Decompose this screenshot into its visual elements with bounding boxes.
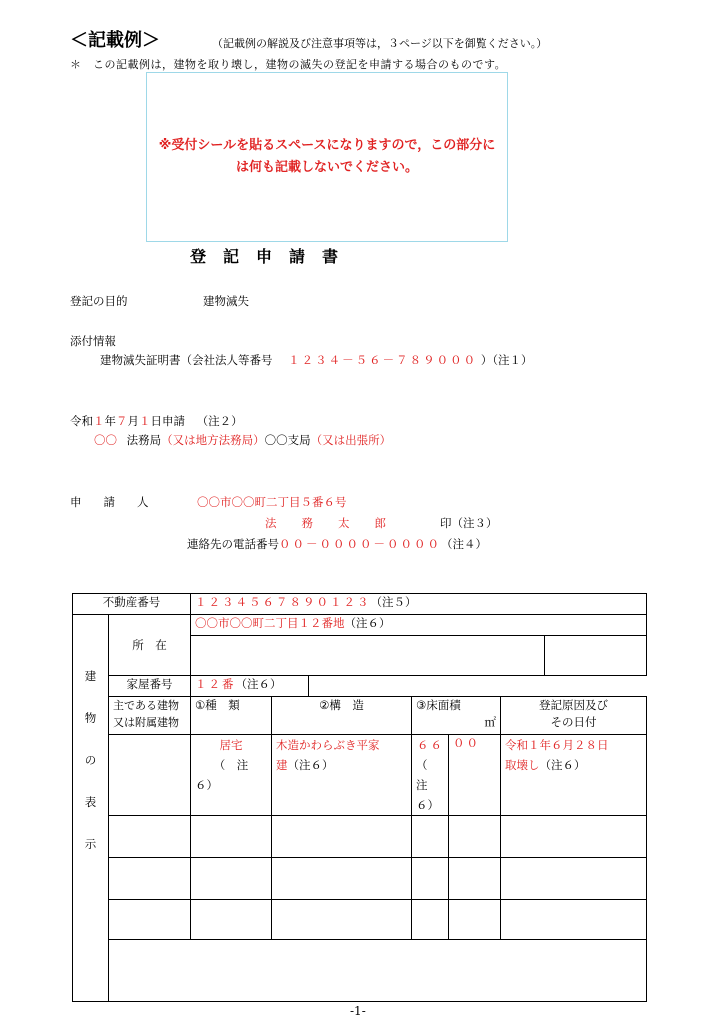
house-no-blank (309, 676, 647, 697)
real-estate-no-cell (191, 594, 647, 615)
application-date (70, 413, 243, 429)
attachment-close: ）（注１） (480, 353, 533, 367)
house-no-label: 家屋番号 (109, 676, 191, 697)
empty-cell (272, 900, 412, 940)
type-header: ①種 類 (191, 697, 272, 735)
cause-cell (501, 735, 647, 816)
empty-cell (191, 900, 272, 940)
section-char-4: 表 (84, 795, 97, 809)
main-building-cell (109, 735, 191, 816)
date-month-unit: 月 (127, 414, 139, 428)
date-era: 令和 (70, 414, 93, 428)
type-cell (191, 735, 272, 816)
empty-cell (412, 858, 449, 900)
structure-value: 木造かわらぶき平家 (276, 738, 380, 752)
cause-value-b: 取壊し (505, 758, 540, 772)
empty-cell (412, 816, 449, 858)
example-title: ＜記載例＞ (70, 30, 160, 51)
bureau-name-c: 〇〇支局 (264, 433, 311, 447)
empty-cell (449, 900, 501, 940)
date-year-unit: 年 (104, 414, 116, 428)
date-note: （注２） (196, 414, 243, 428)
phone-number: ００－００００－００００ (279, 537, 441, 551)
main-building-header-a: 主である建物 (113, 699, 179, 712)
bureau-name-b: 法務局 (126, 433, 162, 447)
area-dec-cell: ００ (449, 735, 501, 816)
empty-footer-cell (109, 940, 647, 1002)
real-estate-no: １２３４５６７８９０１２３ (195, 595, 371, 609)
location-extra-cell (191, 636, 545, 676)
building-display-label (73, 615, 109, 1002)
attachment-line (100, 352, 533, 368)
example-description: ＊ この記載例は，建物を取り壊し，建物の滅失の登記を申請する場合のものです。 (70, 58, 507, 71)
applicant-address: 〇〇市〇〇町二丁目５番６号 (197, 495, 347, 509)
floor-area-header (412, 697, 501, 735)
receipt-seal-area (146, 72, 508, 242)
empty-cell (272, 858, 412, 900)
bureau-alt-a: （又は地方法務局） (161, 433, 265, 447)
empty-cell (412, 900, 449, 940)
location-extra-cell-2 (545, 636, 647, 676)
floor-area-unit: ㎡ (484, 715, 496, 729)
area-int-value: ６６ (417, 738, 444, 752)
date-day-unit: 日申請 (150, 414, 185, 428)
phone-note: （注４） (441, 537, 487, 551)
building-table (72, 593, 647, 1002)
section-char-3: の (84, 753, 97, 767)
area-note-b: ６） (416, 798, 439, 812)
applicant-label: 申請人 (70, 495, 171, 509)
bureau-name-a: 〇〇 (94, 433, 117, 447)
applicant-name: 法務太郎 (265, 516, 411, 530)
date-year: １ (93, 414, 105, 428)
bureau-alt-b: （又は出張所） (310, 433, 392, 447)
location-label: 所 在 (109, 615, 191, 676)
floor-area-header-text: ③床面積 (416, 698, 461, 712)
area-int-cell (412, 735, 449, 816)
cause-header (501, 697, 647, 735)
empty-cell (272, 816, 412, 858)
empty-cell (109, 816, 191, 858)
attachment-doc: 建物滅失証明書（会社法人等番号 (100, 353, 273, 367)
main-building-header-b: 又は附属建物 (113, 716, 179, 729)
house-no-cell (191, 676, 309, 697)
purpose-label: 登記の目的 (70, 294, 128, 308)
example-note: （記載例の解説及び注意事項等は，３ページ以下を御覧ください。） (212, 37, 548, 50)
empty-cell (501, 816, 647, 858)
structure-value-b: 建 (276, 758, 288, 772)
main-building-header (109, 697, 191, 735)
cause-note: （注６） (539, 758, 586, 772)
date-day: １ (139, 414, 151, 428)
section-char-5: 示 (84, 837, 97, 851)
location-note: （注６） (344, 616, 391, 630)
attachment-label: 添付情報 (70, 334, 116, 348)
location-value-cell (191, 615, 647, 636)
empty-cell (501, 858, 647, 900)
empty-cell (109, 858, 191, 900)
empty-cell (501, 900, 647, 940)
empty-cell (449, 816, 501, 858)
empty-cell (109, 900, 191, 940)
real-estate-no-note: （注５） (370, 595, 417, 609)
document-title: 登記申請書 (190, 247, 356, 266)
page-number: -1- (350, 1004, 366, 1018)
section-char-2: 物 (84, 711, 97, 725)
area-note-a: （ 注 (416, 758, 439, 792)
cause-header-b: その日付 (550, 715, 597, 729)
structure-cell (272, 735, 412, 816)
type-value: 居宅 (219, 738, 243, 752)
bureau-line (94, 432, 391, 448)
empty-cell (191, 816, 272, 858)
location-value: 〇〇市〇〇町二丁目１２番地 (195, 616, 345, 630)
empty-cell (449, 858, 501, 900)
real-estate-no-label: 不動産番号 (73, 594, 191, 615)
structure-header: ②構 造 (272, 697, 412, 735)
type-note-b: ６） (195, 778, 218, 792)
date-month: ７ (116, 414, 128, 428)
section-char-1: 建 (84, 669, 97, 683)
house-no-value: １２番 (195, 677, 236, 691)
receipt-seal-notice: ※受付シールを貼るスペースになりますので，この部分には何も記載しないでください。 (158, 138, 496, 175)
cause-value: 令和１年６月２８日 (505, 738, 609, 752)
phone-line (187, 536, 487, 552)
corporate-number: １２３４－５６－７８９０００ (288, 353, 478, 367)
applicant-seal: 印（注３） (440, 516, 498, 530)
phone-label: 連絡先の電話番号 (187, 537, 279, 551)
type-note-a: （ 注 (213, 758, 249, 772)
purpose-value: 建物滅失 (203, 294, 249, 308)
structure-note: （注６） (287, 758, 334, 772)
empty-cell (191, 858, 272, 900)
cause-header-a: 登記原因及び (539, 698, 609, 712)
house-no-note: （注６） (235, 677, 282, 691)
